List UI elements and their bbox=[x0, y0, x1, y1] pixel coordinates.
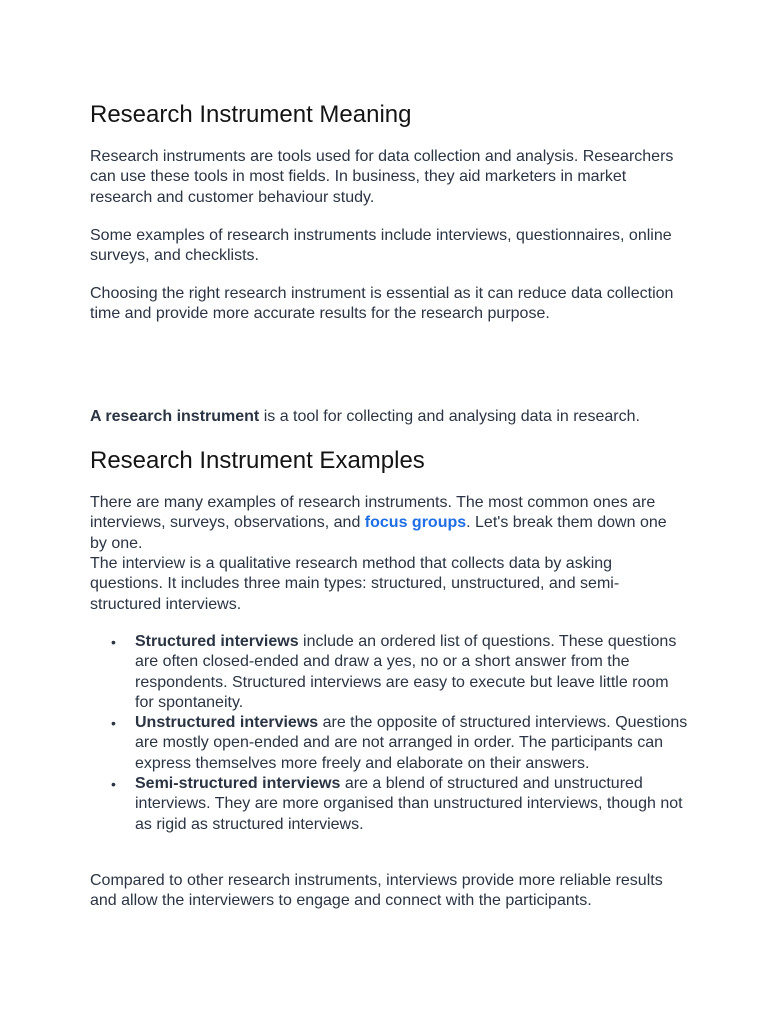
list-item-text: are the opposite of structured interviews. Questions are mostly open-ended and are not arranged in order. The participants can express themselves more freely and elaborate on their answers. bbox=[135, 714, 688, 772]
section-heading-meaning: Research Instrument Meaning bbox=[90, 101, 412, 128]
focus-groups-link[interactable]: focus groups bbox=[364, 514, 467, 532]
intro-text-start: There are many examples of research instruments. The most common ones are interviews, surveys, observations, and bbox=[90, 494, 656, 532]
definition-term: A research instrument bbox=[90, 408, 260, 425]
list-item-unstructured bbox=[90, 713, 690, 774]
paragraph-interview-comparison: Compared to other research instruments, interviews provide more reliable results and allow the interviewers to engage and connect with the participants. bbox=[90, 872, 663, 910]
paragraph-interview-method: The interview is a qualitative research method that collects data by asking questions. It includes three main types: structured, unstructured, and semi-structured interviews. bbox=[90, 555, 620, 613]
paragraph-examples-list: Some examples of research instruments include interviews, questionnaires, online surveys, and checklists. bbox=[90, 227, 672, 265]
bullet-icon: • bbox=[111, 634, 116, 650]
interview-types-list bbox=[90, 632, 690, 835]
section-heading-examples: Research Instrument Examples bbox=[90, 447, 425, 474]
definition-text: is a tool for collecting and analysing data in research. bbox=[259, 408, 640, 425]
paragraph-definition-intro: Research instruments are tools used for data collection and analysis. Researchers can use these tools in most fields. In business, they aid marketers in market research and customer behaviour study. bbox=[90, 148, 674, 206]
list-item-text: are a blend of structured and unstructured interviews. They are more organised than unstructured interviews, though not as rigid as structured interviews. bbox=[135, 775, 683, 833]
paragraph-choosing-instrument: Choosing the right research instrument is essential as it can reduce data collection time and provide more accurate results for the research purpose. bbox=[90, 285, 674, 323]
list-item-semi-structured bbox=[90, 774, 690, 835]
list-item-term: Unstructured interviews bbox=[135, 714, 319, 732]
list-item-structured bbox=[90, 632, 690, 713]
list-item-text: include an ordered list of questions. These questions are often closed-ended and draw a yes, no or a short answer from the respondents. Structured interviews are easy to execute but leave little room for spontaneity. bbox=[135, 633, 677, 711]
paragraph-examples-intro bbox=[90, 493, 680, 554]
bullet-icon: • bbox=[111, 715, 116, 732]
paragraph-definition bbox=[90, 407, 690, 427]
list-item-term: Structured interviews bbox=[135, 633, 299, 650]
intro-text-end: . Let's break them down one by one. bbox=[90, 514, 667, 552]
list-item-term: Semi-structured interviews bbox=[135, 775, 341, 793]
bullet-icon: • bbox=[111, 776, 116, 793]
